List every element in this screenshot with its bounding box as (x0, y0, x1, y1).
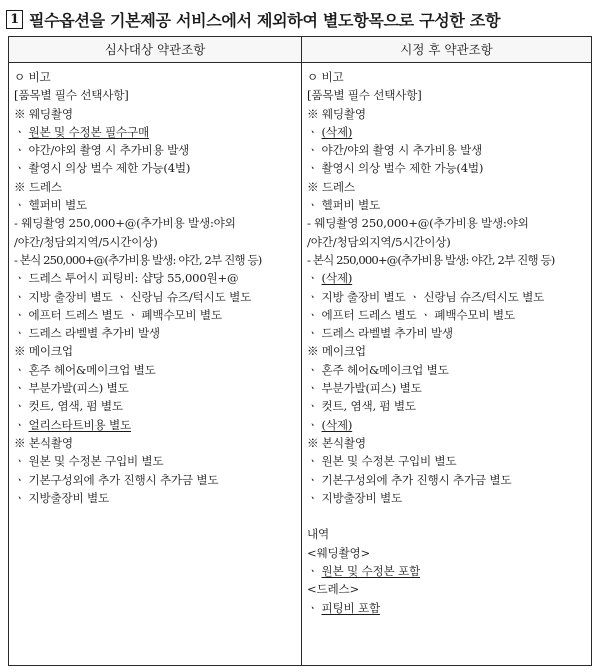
clause-line: ※ 웨딩촬영 (14, 106, 73, 121)
underlined-text: 얼리스타트비용 별도 (28, 417, 131, 432)
clause-line: ㆍ 에프터 드레스 별도 ㆍ 폐백수모비 별도 (14, 307, 222, 322)
section-title (6, 6, 500, 32)
clause-line: ㆍ 컷트, 염색, 펌 별도 (14, 399, 123, 414)
clause-line: ㆍ 부분가발(피스) 별도 (307, 381, 422, 396)
clause-line (14, 416, 298, 434)
clause-line (14, 123, 298, 141)
bullet-marker: ㆍ (14, 124, 29, 139)
clause-line: ㆍ 부분가발(피스) 별도 (14, 381, 129, 396)
bullet-marker: ㆍ (307, 564, 322, 579)
clause-line: ㆍ 드레스 투어시 피팅비: 샵당 55,000원+@ (14, 271, 239, 286)
clause-line (307, 562, 588, 580)
clause-line: ㆍ 지방출장비 별도 (307, 490, 402, 505)
clause-line: <드레스> (307, 582, 360, 597)
clause-line: ㆍ 에프터 드레스 별도 ㆍ 폐백수모비 별도 (307, 307, 515, 322)
clause-line: ㆍ 원본 및 수정본 구입비 별도 (14, 454, 164, 469)
clause-line: ㆍ 야간/야외 촬영 시 추가비용 발생 (14, 143, 190, 158)
bullet-marker: ㆍ (307, 600, 322, 615)
clause-line (307, 416, 588, 434)
bullet-marker: ㆍ (307, 417, 322, 432)
underlined-text: 원본 및 수정본 포함 (321, 564, 420, 579)
clause-line: ㆍ 기본구성외에 추가 진행시 추가금 별도 (14, 472, 219, 487)
header-original-clause: 심사대상 약관조항 (9, 37, 301, 63)
column-divider (301, 37, 302, 665)
underlined-text: 피팅비 포함 (321, 600, 380, 615)
clause-line: ※ 메이크업 (14, 344, 73, 359)
clause-line: ㆍ 혼주 헤어&메이크업 별도 (307, 362, 449, 377)
clause-line: ※ 본식촬영 (14, 435, 73, 450)
original-clause-column (14, 68, 298, 507)
clause-line: ㆍ 헬퍼비 별도 (14, 198, 87, 213)
clause-line: [품목별 필수 선택사항] (307, 88, 422, 103)
revised-clause-column (307, 68, 588, 617)
bullet-marker: ㆍ (307, 271, 322, 286)
clause-line: - 본식 250,000+@(추가비용 발생: 야간, 2부 진행 등) (14, 252, 262, 267)
clause-line: - 본식 250,000+@(추가비용 발생: 야간, 2부 진행 등) (307, 252, 555, 267)
clause-line: ※ 본식촬영 (307, 435, 366, 450)
clause-line: /야간/청담외지역/5시간이상) (14, 234, 158, 249)
clause-line: [품목별 필수 선택사항] (14, 88, 129, 103)
clause-line: ㆍ 컷트, 염색, 펌 별도 (307, 399, 416, 414)
clause-line: ㆍ 지방출장비 별도 (14, 490, 109, 505)
clause-line: ㆍ 지방 출장비 별도 ㆍ 신랑님 슈즈/턱시도 별도 (14, 289, 252, 304)
clause-line: ㆍ 원본 및 수정본 구입비 별도 (307, 454, 457, 469)
comparison-table (8, 36, 592, 666)
clause-line: - 웨딩촬영 250,000+@(추가비용 발생:야외 (307, 216, 529, 231)
clause-line: ㆍ 헬퍼비 별도 (307, 198, 380, 213)
clause-line: ㆍ 드레스 라벨별 추가비 발생 (14, 326, 160, 341)
section-number: 1 (6, 10, 23, 29)
clause-line: - 웨딩촬영 250,000+@(추가비용 발생:야외 (14, 216, 236, 231)
clause-line: ㆍ 기본구성외에 추가 진행시 추가금 별도 (307, 472, 512, 487)
clause-line: <웨딩촬영> (307, 545, 371, 560)
underlined-text: (삭제) (321, 271, 353, 286)
section-title-text: 필수옵션을 기본제공 서비스에서 제외하여 별도항목으로 구성한 조항 (29, 10, 501, 30)
clause-line: ㆍ 야간/야외 촬영 시 추가비용 발생 (307, 143, 483, 158)
bullet-marker: ㆍ (14, 417, 29, 432)
header-revised-clause: 시정 후 약관조항 (302, 37, 591, 63)
clause-line (307, 599, 588, 617)
clause-line: ㆍ 드레스 라벨별 추가비 발생 (307, 326, 453, 341)
clause-line: ※ 드레스 (307, 179, 355, 194)
clause-line: ㅇ 비고 (14, 70, 51, 84)
clause-line (307, 507, 588, 525)
clause-line: ※ 웨딩촬영 (307, 106, 366, 121)
underlined-text: 원본 및 수정본 필수구매 (28, 124, 149, 139)
clause-line: ㆍ 촬영시 의상 벌수 제한 가능(4벌) (14, 161, 191, 176)
clause-line: ※ 드레스 (14, 179, 62, 194)
clause-line: ㆍ 지방 출장비 별도 ㆍ 신랑님 슈즈/턱시도 별도 (307, 289, 545, 304)
clause-line: /야간/청담외지역/5시간이상) (307, 234, 451, 249)
clause-line: ㆍ 혼주 헤어&메이크업 별도 (14, 362, 156, 377)
bullet-marker: ㆍ (307, 124, 322, 139)
clause-line: ※ 메이크업 (307, 344, 366, 359)
underlined-text: (삭제) (321, 124, 353, 139)
clause-line: ㆍ 촬영시 의상 벌수 제한 가능(4벌) (307, 161, 484, 176)
clause-line: ㅇ 비고 (307, 70, 344, 84)
underlined-text: (삭제) (321, 417, 353, 432)
clause-line (307, 269, 588, 287)
clause-line (307, 123, 588, 141)
clause-line: 내역 (307, 527, 329, 542)
